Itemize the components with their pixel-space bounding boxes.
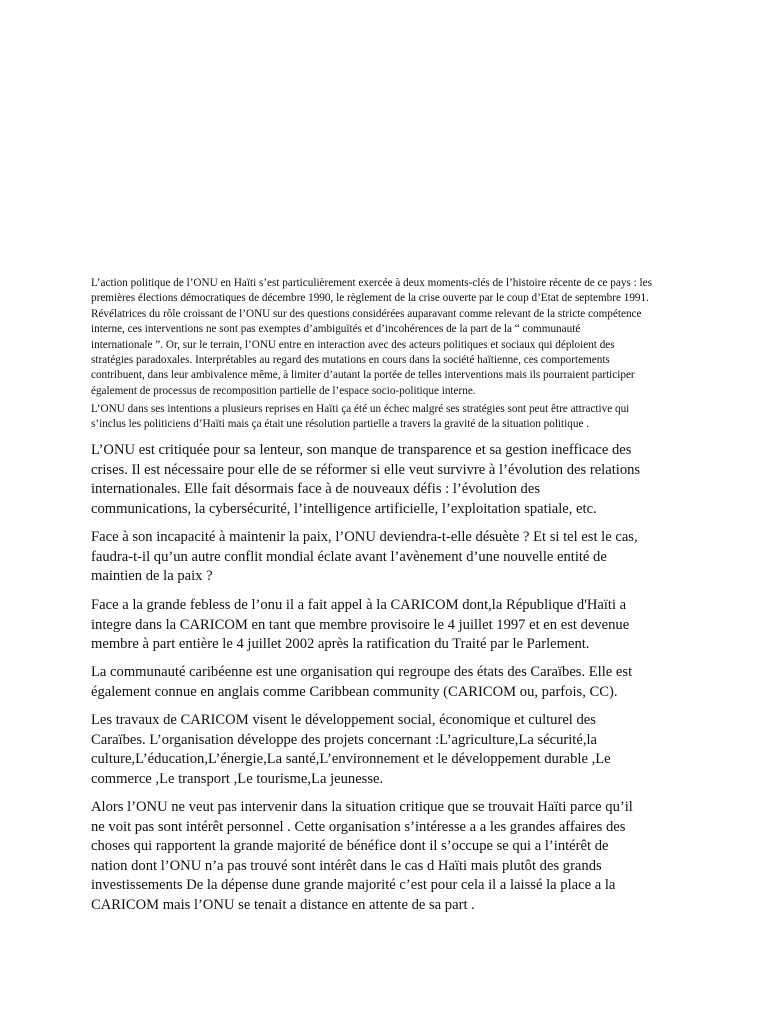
- text-line: interne, ces interventions ne sont pas exemptes d’ambiguïtés et d’incohérences de la part de la “ communauté: [91, 323, 581, 336]
- text-line: La communauté caribéenne est une organisation qui regroupe des états des Caraïbes. Elle est: [91, 664, 633, 680]
- text-line: Face a la grande febless de l’onu il a fait appel à la CARICOM dont,la République d'Haïti a: [91, 597, 627, 613]
- text-line: ne voit pas sont intérêt personnel . Cette organisation s’intéresse a a les grandes affaires des: [91, 818, 626, 835]
- text-line: internationales. Elle fait désormais face à de nouveaux défis : l’évolution des: [91, 481, 541, 498]
- text-line: crises. Il est nécessaire pour elle de se réformer si elle veut survivre à l’évolution des relations: [91, 461, 641, 478]
- text-line: L’ONU dans ses intentions a plusieurs reprises en Haïti ça été un échec malgré ses stratégies sont peut être attractive qui: [91, 403, 630, 415]
- text-line: Face à son incapacité à maintenir la paix, l’ONU deviendra-t-elle désuète ? Et si tel est le cas,: [91, 529, 638, 545]
- text-line: L’ONU est critiquée pour sa lenteur, son manque de transparence et sa gestion inefficace des: [91, 442, 632, 458]
- text-line: nation dont l’ONU n’a pas trouvé sont intérêt dans le cas d Haïti mais plutôt des grands: [91, 857, 602, 874]
- paragraph-onu-conclusion: [91, 798, 681, 916]
- text-line: Les travaux de CARICOM visent le développement social, économique et culturel des: [91, 712, 596, 728]
- text-line: également connue en anglais comme Caribbean community (CARICOM ou, parfois, CC).: [91, 683, 618, 700]
- text-line: communications, la cybersécurité, l’intelligence artificielle, l’exploitation spatiale, etc.: [91, 500, 597, 517]
- text-line: Caraïbes. L’organisation développe des projets concernant :L’agriculture,La sécurité,la: [91, 731, 598, 748]
- text-line: culture,L’éducation,L’énergie,La santé,L’environnement et le développement durable ,Le: [91, 751, 611, 768]
- text-line: Alors l’ONU ne veut pas intervenir dans la situation critique que se trouvait Haïti parce qu’il: [91, 799, 633, 815]
- paragraph-caricom-travaux: [91, 711, 681, 789]
- paragraph-caricom-definition: [91, 663, 681, 702]
- paragraph-caricom-appel: [91, 596, 681, 655]
- text-line: investissements De la dépense dune grande majorité c’est pour cela il a laissé la place a la: [91, 877, 616, 894]
- text-line: membre à part entière le 4 juillet 2002 après la ratification du Traité par le Parlement.: [91, 636, 590, 653]
- paragraph-onu-intentions: [91, 402, 681, 433]
- text-line: contribuent, dans leur ambivalence même, à limiter d’autant la portée de telles interventions mais ils pourraient participer: [91, 369, 635, 382]
- paragraph-onu-action-haiti: [91, 276, 681, 399]
- text-line: faudra-t-il qu’un autre conflit mondial éclate avant l’avènement d’une nouvelle entité de: [91, 548, 607, 565]
- text-line: integre dans la CARICOM en tant que membre provisoire le 4 juillet 1997 et en est devenue: [91, 616, 630, 633]
- text-line: également de processus de recomposition partielle de l’espace socio-politique interne.: [91, 384, 476, 397]
- text-line: choses qui rapportent la grande majorité de bénéfice dont il s’occupe se qui a l’intérêt de: [91, 838, 609, 855]
- text-line: premières élections démocratiques de décembre 1990, le règlement de la crise ouverte par le coup d’Etat de septembre 1991.: [91, 292, 649, 305]
- text-line: stratégies paradoxales. Interprétables au regard des mutations en cours dans la société haïtienne, ces comportements: [91, 354, 610, 367]
- text-line: internationale ”. Or, sur le terrain, l’ONU entre en interaction avec des acteurs politiques et sociaux qui déploient des: [91, 338, 615, 351]
- text-line: commerce ,Le transport ,Le tourisme,La jeunesse.: [91, 770, 384, 787]
- paragraph-onu-incapacite: [91, 528, 681, 587]
- text-line: Révélatrices du rôle croissant de l’ONU sur des questions considérées auparavant comme relevant de la stricte compétence: [91, 307, 642, 320]
- text-line: L’action politique de l’ONU en Haïti s’est particulièrement exercée à deux moments-clés de l’histoire récente de ce pays : les: [91, 277, 652, 289]
- text-line: maintien de la paix ?: [91, 568, 213, 585]
- text-line: CARICOM mais l’ONU se tenait a distance en attente de sa part .: [91, 896, 475, 913]
- text-line: s’inclus les politiciens d’Haïti mais ça était une résolution partielle a travers la gravité de la situation politique .: [91, 418, 590, 431]
- paragraph-onu-critique: [91, 441, 681, 519]
